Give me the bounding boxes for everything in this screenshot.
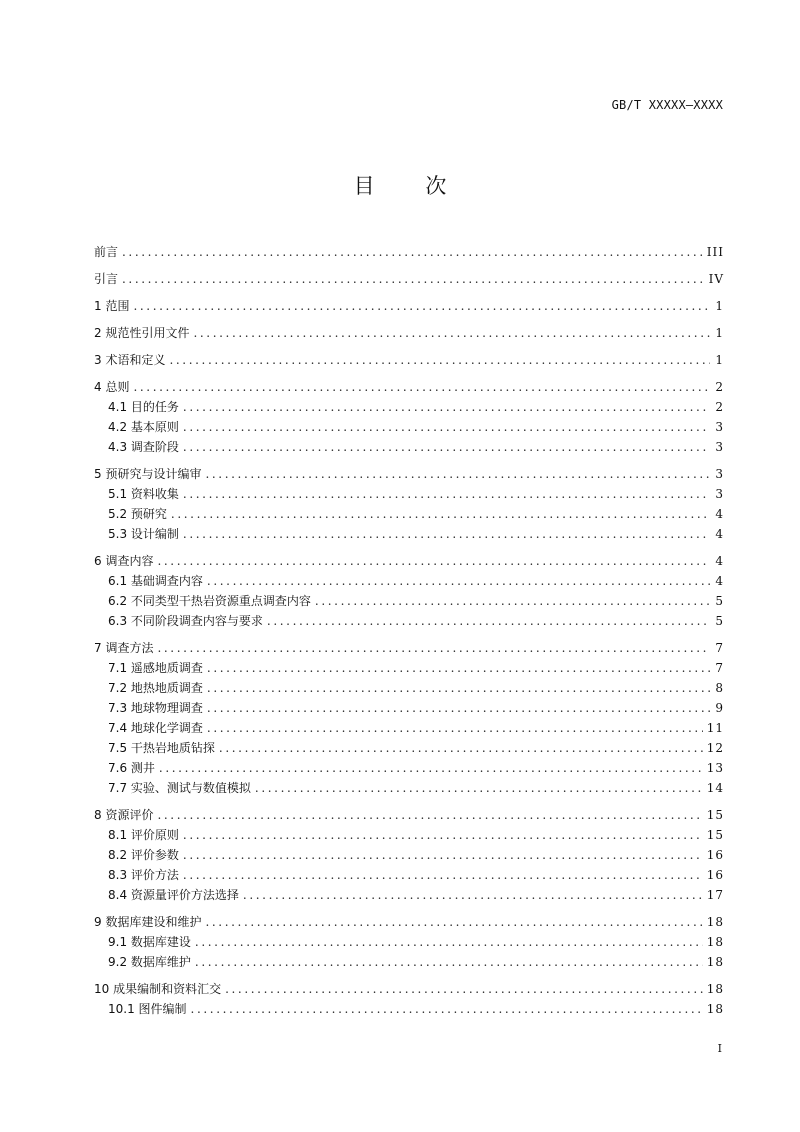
toc-entry-page: 18 xyxy=(706,955,724,969)
toc-dot-leader xyxy=(183,865,703,885)
toc-entry[interactable] xyxy=(94,825,724,845)
toc-entry[interactable] xyxy=(94,377,724,397)
toc-dot-leader xyxy=(195,952,703,972)
toc-dot-leader xyxy=(159,758,703,778)
toc-dot-leader xyxy=(267,611,710,631)
toc-dot-leader xyxy=(207,678,710,698)
toc-entry-page: 8 xyxy=(715,681,724,695)
toc-entry-label: 7.2 地热地质调查 xyxy=(108,681,203,695)
toc-entry-page: 2 xyxy=(715,380,724,394)
toc-entry-label: 2 规范性引用文件 xyxy=(94,326,190,340)
toc-entry-label: 4.1 目的任务 xyxy=(108,400,179,414)
toc-entry-page: III xyxy=(706,245,724,259)
toc-entry-label: 6.1 基础调查内容 xyxy=(108,574,203,588)
toc-entry[interactable] xyxy=(94,678,724,698)
toc-dot-leader xyxy=(157,551,710,571)
toc-entry[interactable] xyxy=(94,504,724,524)
toc-entry-page: 12 xyxy=(706,741,724,755)
toc-dot-leader xyxy=(205,464,710,484)
toc-dot-leader xyxy=(207,658,710,678)
toc-entry-label: 9.1 数据库建设 xyxy=(108,935,191,949)
toc-entry-label: 6 调查内容 xyxy=(94,554,154,568)
toc-dot-leader xyxy=(315,591,710,611)
toc-entry-page: IV xyxy=(708,272,724,286)
toc-entry-label: 4 总则 xyxy=(94,380,130,394)
toc-entry-page: 17 xyxy=(706,888,724,902)
toc-dot-leader xyxy=(183,825,703,845)
toc-entry-label: 3 术语和定义 xyxy=(94,353,166,367)
toc-dot-leader xyxy=(133,296,710,316)
toc-dot-leader xyxy=(133,377,710,397)
toc-entry-page: 4 xyxy=(715,527,724,541)
toc-entry-page: 9 xyxy=(715,701,724,715)
toc-entry-label: 10.1 图件编制 xyxy=(108,1002,187,1016)
toc-entry-page: 3 xyxy=(715,420,724,434)
toc-dot-leader xyxy=(183,437,710,457)
table-of-contents xyxy=(94,242,724,1019)
toc-entry-label: 7 调查方法 xyxy=(94,641,154,655)
toc-dot-leader xyxy=(219,738,703,758)
toc-entry-label: 7.1 遥感地质调查 xyxy=(108,661,203,675)
toc-entry[interactable] xyxy=(94,698,724,718)
toc-entry-label: 5.1 资料收集 xyxy=(108,487,179,501)
toc-entry-page: 13 xyxy=(706,761,724,775)
toc-dot-leader xyxy=(122,242,703,262)
toc-dot-leader xyxy=(183,417,710,437)
toc-entry-label: 8 资源评价 xyxy=(94,808,154,822)
toc-dot-leader xyxy=(183,845,703,865)
toc-entry-label: 5.2 预研究 xyxy=(108,507,167,521)
toc-entry-label: 8.2 评价参数 xyxy=(108,848,179,862)
toc-entry-page: 4 xyxy=(715,507,724,521)
toc-entry-label: 4.3 调查阶段 xyxy=(108,440,179,454)
toc-dot-leader xyxy=(157,805,702,825)
toc-dot-leader xyxy=(171,504,710,524)
toc-entry-page: 1 xyxy=(715,326,724,340)
toc-entry[interactable] xyxy=(94,464,724,484)
toc-entry-label: 6.3 不同阶段调查内容与要求 xyxy=(108,614,263,628)
toc-entry-label: 4.2 基本原则 xyxy=(108,420,179,434)
toc-dot-leader xyxy=(191,999,703,1019)
toc-dot-leader xyxy=(207,571,710,591)
toc-entry-label: 9.2 数据库维护 xyxy=(108,955,191,969)
toc-entry[interactable] xyxy=(94,805,724,825)
toc-entry[interactable] xyxy=(94,437,724,457)
toc-entry[interactable] xyxy=(94,738,724,758)
toc-dot-leader xyxy=(193,323,710,343)
toc-entry[interactable] xyxy=(94,912,724,932)
toc-dot-leader xyxy=(122,269,705,289)
toc-entry-page: 16 xyxy=(706,848,724,862)
toc-entry-label: 7.3 地球物理调查 xyxy=(108,701,203,715)
toc-entry[interactable] xyxy=(94,845,724,865)
toc-entry-page: 2 xyxy=(715,400,724,414)
toc-entry-label: 8.4 资源量评价方法选择 xyxy=(108,888,239,902)
toc-entry-label: 6.2 不同类型干热岩资源重点调查内容 xyxy=(108,594,311,608)
toc-entry-page: 5 xyxy=(715,614,724,628)
toc-entry[interactable] xyxy=(94,611,724,631)
toc-entry-page: 3 xyxy=(715,440,724,454)
toc-dot-leader xyxy=(157,638,710,658)
toc-entry[interactable] xyxy=(94,350,724,370)
page-number: I xyxy=(717,1042,722,1055)
toc-entry[interactable] xyxy=(94,397,724,417)
toc-entry-page: 7 xyxy=(715,661,724,675)
document-code: GB/T XXXXX—XXXX xyxy=(611,98,723,112)
toc-entry[interactable] xyxy=(94,979,724,999)
toc-entry[interactable] xyxy=(94,524,724,544)
toc-entry-page: 14 xyxy=(706,781,724,795)
toc-entry-label: 引言 xyxy=(94,272,119,286)
toc-dot-leader xyxy=(207,698,710,718)
toc-dot-leader xyxy=(243,885,703,905)
toc-entry[interactable] xyxy=(94,296,724,316)
toc-entry-label: 5.3 设计编制 xyxy=(108,527,179,541)
toc-entry[interactable] xyxy=(94,932,724,952)
toc-entry-page: 18 xyxy=(706,982,724,996)
toc-entry-label: 10 成果编制和资料汇交 xyxy=(94,982,222,996)
toc-entry[interactable] xyxy=(94,323,724,343)
toc-entry[interactable] xyxy=(94,952,724,972)
toc-entry-page: 15 xyxy=(706,808,724,822)
toc-entry-page: 18 xyxy=(706,915,724,929)
toc-entry-page: 3 xyxy=(715,467,724,481)
toc-entry-page: 1 xyxy=(715,299,724,313)
toc-entry[interactable] xyxy=(94,591,724,611)
toc-dot-leader xyxy=(169,350,710,370)
toc-entry-label: 9 数据库建设和维护 xyxy=(94,915,202,929)
toc-entry-label: 8.1 评价原则 xyxy=(108,828,179,842)
toc-entry[interactable] xyxy=(94,269,724,289)
toc-entry-page: 1 xyxy=(715,353,724,367)
toc-entry-label: 前言 xyxy=(94,245,119,259)
toc-entry-page: 18 xyxy=(706,1002,724,1016)
toc-entry-page: 16 xyxy=(706,868,724,882)
toc-dot-leader xyxy=(183,397,710,417)
toc-entry-label: 5 预研究与设计编审 xyxy=(94,467,202,481)
toc-entry-page: 7 xyxy=(715,641,724,655)
toc-entry-page: 5 xyxy=(715,594,724,608)
toc-dot-leader xyxy=(225,979,703,999)
toc-dot-leader xyxy=(205,912,702,932)
toc-entry[interactable] xyxy=(94,242,724,262)
toc-dot-leader xyxy=(183,484,710,504)
toc-entry-page: 4 xyxy=(715,554,724,568)
toc-entry-label: 7.4 地球化学调查 xyxy=(108,721,203,735)
toc-entry[interactable] xyxy=(94,417,724,437)
toc-entry[interactable] xyxy=(94,658,724,678)
toc-entry-label: 7.7 实验、测试与数值模拟 xyxy=(108,781,251,795)
toc-dot-leader xyxy=(195,932,703,952)
toc-entry-page: 4 xyxy=(715,574,724,588)
toc-entry[interactable] xyxy=(94,638,724,658)
toc-entry[interactable] xyxy=(94,718,724,738)
toc-entry-label: 1 范围 xyxy=(94,299,130,313)
toc-dot-leader xyxy=(255,778,703,798)
toc-dot-leader xyxy=(207,718,703,738)
toc-entry-page: 3 xyxy=(715,487,724,501)
toc-entry[interactable] xyxy=(94,999,724,1019)
toc-entry-page: 15 xyxy=(706,828,724,842)
toc-entry-label: 8.3 评价方法 xyxy=(108,868,179,882)
page-title: 目 次 xyxy=(353,174,469,198)
toc-entry-label: 7.6 测井 xyxy=(108,761,155,775)
toc-entry-page: 18 xyxy=(706,935,724,949)
toc-entry-label: 7.5 干热岩地质钻探 xyxy=(108,741,215,755)
toc-entry[interactable] xyxy=(94,571,724,591)
toc-entry[interactable] xyxy=(94,758,724,778)
toc-entry[interactable] xyxy=(94,778,724,798)
toc-entry-page: 11 xyxy=(706,721,724,735)
toc-entry[interactable] xyxy=(94,885,724,905)
toc-entry[interactable] xyxy=(94,551,724,571)
toc-dot-leader xyxy=(183,524,710,544)
toc-entry[interactable] xyxy=(94,865,724,885)
toc-entry[interactable] xyxy=(94,484,724,504)
